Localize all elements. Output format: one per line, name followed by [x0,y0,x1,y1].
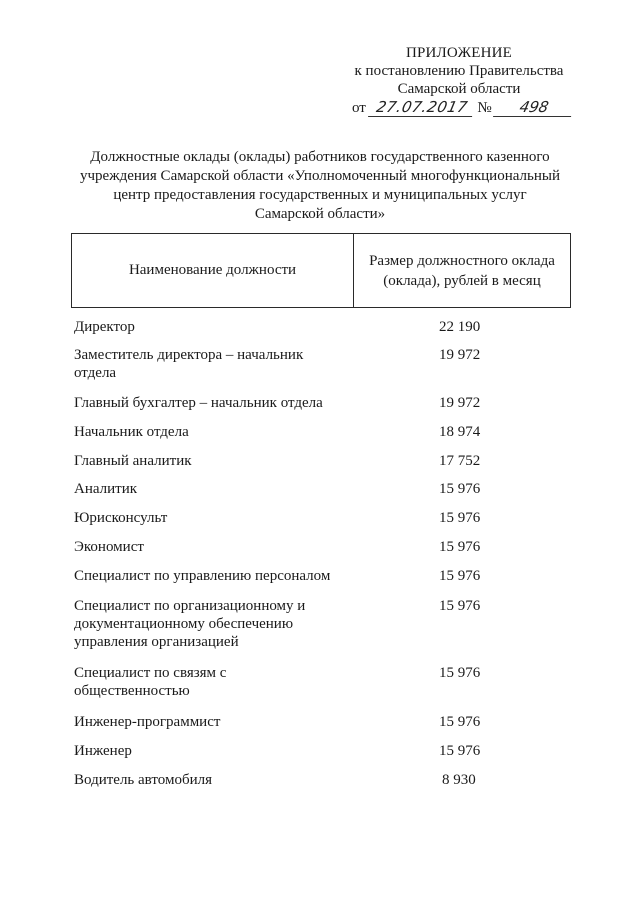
position-name: Специалист по связям с общественностью [74,665,227,699]
salary-value: 15 976 [439,539,481,555]
table-row [74,452,570,480]
handwritten-number: 498 [493,98,575,117]
table-row [74,713,570,742]
position-name: Главный бухгалтер – начальник отдела [74,395,323,411]
table-row [74,394,570,423]
position-name: Экономист [74,539,144,555]
salary-value: 15 976 [439,714,481,730]
position-name: Начальник отдела [74,424,189,440]
salary-value: 22 190 [439,319,481,335]
salary-value: 18 974 [439,424,481,440]
position-name: Инженер-программист [74,714,221,730]
document-title-line-3: центр предоставления государственных и муниципальных услуг [113,187,527,203]
position-name: Специалист по управлению персоналом [74,568,331,584]
position-name: Главный аналитик [74,453,192,469]
salary-value: 15 976 [439,665,481,681]
salary-value: 15 976 [439,481,481,497]
table-row [74,567,570,597]
appendix-title: ПРИЛОЖЕНИЕ [405,45,513,61]
handwritten-date: 27.07.2017 [368,98,476,117]
column-header-salary-line-1: Размер должностного оклада [369,252,555,269]
appendix-line-1: к постановлению Правительства [354,63,564,79]
column-header-position-label: Наименование должности [128,262,297,278]
date-prefix: от [352,100,366,116]
number-prefix: № [477,100,492,116]
position-name: Инженер [74,743,132,759]
table-header [71,233,571,308]
salary-value: 19 972 [439,395,481,411]
document-title-line-2: учреждения Самарской области «Уполномоченный многофункциональный [80,168,560,184]
salary-value: 15 976 [439,568,481,584]
table-row [74,480,570,509]
appendix-line-2: Самарской области [397,81,521,97]
position-name: Юрисконсульт [74,510,168,526]
position-name: Директор [74,319,135,335]
salary-value: 15 976 [439,743,481,759]
salary-value: 15 976 [439,598,481,614]
position-name: Аналитик [74,481,138,497]
position-name: Специалист по организационному и документационному обеспечению управления организацией [74,598,306,650]
salary-value: 15 976 [439,510,481,526]
table-row [74,423,570,452]
appendix-header [348,44,570,120]
table-row [74,318,570,346]
position-name: Заместитель директора – начальник отдела [74,347,304,381]
table-row [74,771,570,799]
column-header-salary [354,234,570,307]
document-title [70,148,570,224]
table-row [74,538,570,567]
table-body [74,318,570,799]
table-row [74,346,570,394]
salary-value: 17 752 [439,453,481,469]
column-header-position [72,234,354,307]
table-row [74,597,570,664]
appendix-date-line [352,98,570,120]
table-row [74,664,570,713]
column-header-salary-line-2: (оклада), рублей в месяц [383,272,541,289]
salary-value: 8 930 [442,772,476,788]
document-title-line-1: Должностные оклады (оклады) работников государственного казенного [90,149,550,165]
position-name: Водитель автомобиля [74,772,212,788]
salary-value: 19 972 [439,347,481,363]
document-title-line-4: Самарской области» [254,206,386,222]
table-row [74,509,570,538]
table-row [74,742,570,771]
